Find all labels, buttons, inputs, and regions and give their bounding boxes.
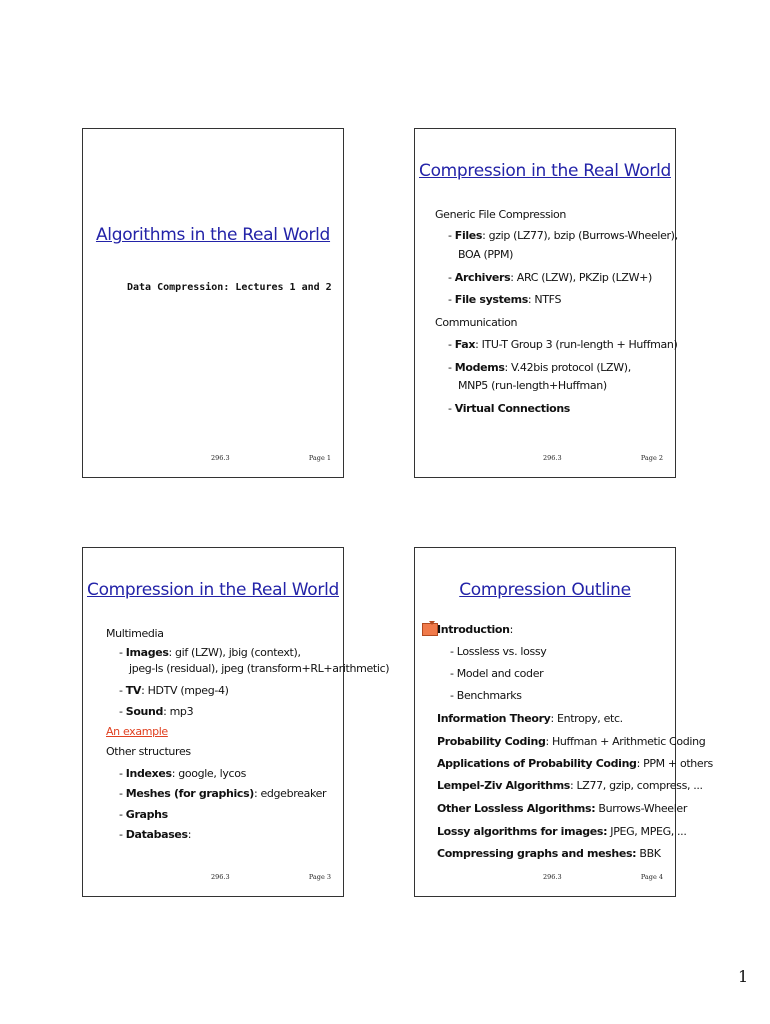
item-text: : ARC (LZW), PKZip (LZW+) (510, 271, 652, 284)
pointer-tip-icon (429, 621, 435, 625)
item-text: JPEG, MPEG, ... (607, 825, 687, 838)
slide-title: Algorithms in the Real World (95, 225, 331, 245)
item-text: : V.42bis protocol (LZW), (504, 361, 631, 374)
item-label: Other Lossless Algorithms: (437, 802, 596, 815)
item-label: Applications of Probability Coding (437, 757, 637, 770)
slide-3 (82, 547, 390, 897)
section-heading: Communication (435, 316, 518, 329)
sub-item: - Benchmarks (450, 689, 522, 702)
list-item: - Fax: ITU-T Group 3 (run-length + Huffman) (448, 338, 678, 351)
item-label: Lempel-Ziv Algorithms (437, 779, 571, 792)
item-text: : edgebreaker (253, 787, 327, 800)
list-item (437, 623, 513, 636)
list-item: - Graphs (119, 808, 168, 821)
list-item: - Files: gzip (LZ77), bzip (Burrows-Wheeler), (448, 229, 678, 242)
item-text: : gif (LZW), jbig (context), (168, 646, 301, 659)
item-label: Probability Coding (437, 735, 546, 748)
item-text: : (509, 623, 513, 636)
item-label: Files (454, 229, 483, 242)
section-heading: Generic File Compression (435, 208, 567, 221)
footer-course: 296.3 (211, 873, 230, 881)
slide-2 (414, 128, 676, 478)
list-item (437, 802, 687, 815)
list-item: - Archivers: ARC (LZW), PKZip (LZW+) (448, 271, 652, 284)
footer-page: Page 1 (308, 454, 331, 462)
item-label: Archivers (454, 271, 511, 284)
list-item (437, 825, 686, 838)
item-text: : ITU-T Group 3 (run-length + Huffman) (475, 338, 678, 351)
item-label: Sound (125, 705, 164, 718)
item-label: File systems (454, 293, 528, 306)
slide-title: Compression in the Real World (87, 580, 339, 600)
footer-page: Page 2 (640, 454, 663, 462)
slide-1 (82, 128, 344, 478)
list-item: - Modems: V.42bis protocol (LZW), (448, 361, 631, 374)
sub-item: - Model and coder (450, 667, 544, 680)
slide-subtitle: Data Compression: Lectures 1 and 2 (127, 282, 332, 293)
list-item (437, 712, 623, 725)
list-item: - File systems: NTFS (448, 293, 562, 306)
list-item (437, 779, 703, 792)
example-link[interactable]: An example (106, 725, 168, 738)
list-item: - Images: gif (LZW), jbig (context), (119, 646, 301, 659)
item-text: Burrows-Wheeler (595, 802, 688, 815)
list-item: - Virtual Connections (448, 402, 570, 415)
item-text: : Huffman + Arithmetic Coding (545, 735, 706, 748)
footer-page: Page 3 (308, 873, 331, 881)
item-label: Compressing graphs and meshes: (437, 847, 637, 860)
item-text: : google, lycos (171, 767, 246, 780)
item-text: BBK (636, 847, 661, 860)
sub-item: - Lossless vs. lossy (450, 645, 547, 658)
item-text: : mp3 (163, 705, 194, 718)
item-label: Indexes (125, 767, 172, 780)
list-item (437, 847, 661, 860)
list-item: - Indexes: google, lycos (119, 767, 246, 780)
item-label: Virtual Connections (454, 402, 570, 415)
list-item: - Sound: mp3 (119, 705, 194, 718)
slide-title: Compression in the Real World (419, 161, 671, 181)
list-item: - Databases: (119, 828, 192, 841)
item-label: Databases (125, 828, 188, 841)
item-label: Graphs (125, 808, 168, 821)
item-text: : Entropy, etc. (550, 712, 623, 725)
slide-title: Compression Outline (459, 580, 631, 600)
list-item (437, 757, 713, 770)
list-item-cont: jpeg-ls (residual), jpeg (transform+RL+arithmetic) (129, 662, 390, 675)
item-label: Information Theory (437, 712, 551, 725)
item-text: : gzip (LZ77), bzip (Burrows-Wheeler), (482, 229, 678, 242)
footer-course: 296.3 (543, 454, 562, 462)
item-label: Fax (454, 338, 476, 351)
list-item (437, 735, 705, 748)
item-label: Modems (454, 361, 505, 374)
item-text: : LZ77, gzip, compress, ... (570, 779, 703, 792)
list-item-cont: MNP5 (run-length+Huffman) (458, 379, 607, 392)
section-heading: Multimedia (106, 627, 164, 640)
item-label: Lossy algorithms for images: (437, 825, 608, 838)
item-text: : (187, 828, 192, 841)
item-label: TV (125, 684, 142, 697)
page-number: 1 (738, 967, 749, 986)
footer-course: 296.3 (211, 454, 230, 462)
item-text: : NTFS (527, 293, 562, 306)
item-label: Images (125, 646, 169, 659)
slide-4 (414, 547, 713, 897)
item-text: : HDTV (mpeg-4) (141, 684, 229, 697)
section-heading: Other structures (106, 745, 191, 758)
footer-course: 296.3 (543, 873, 562, 881)
list-item: - TV: HDTV (mpeg-4) (119, 684, 229, 697)
item-label: Meshes (for graphics) (125, 787, 254, 800)
list-item-cont: BOA (PPM) (458, 248, 514, 261)
item-label: Introduction (437, 623, 510, 636)
list-item: - Meshes (for graphics): edgebreaker (119, 787, 327, 800)
footer-page: Page 4 (640, 873, 663, 881)
item-text: : PPM + others (636, 757, 713, 770)
